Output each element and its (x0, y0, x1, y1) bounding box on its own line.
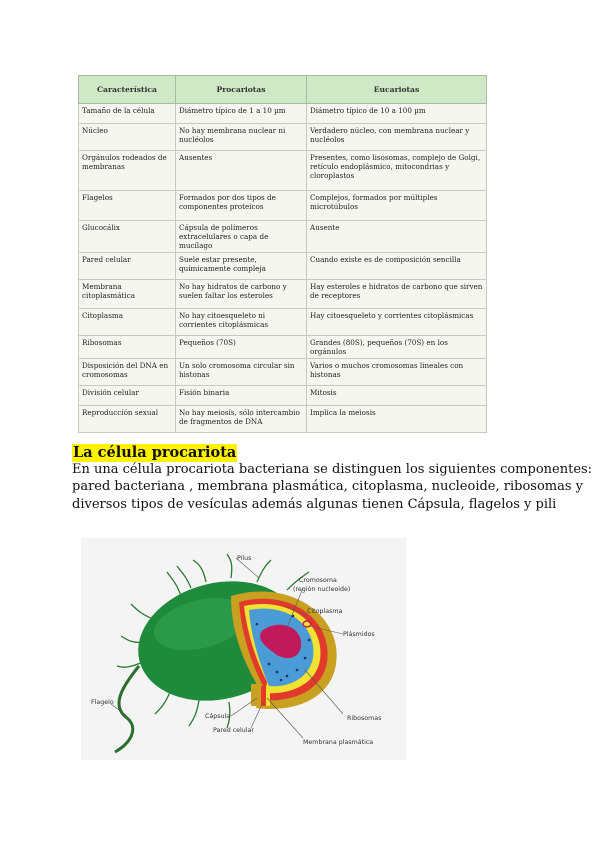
cell-prokaryote: Formados por dos tipos de componentes proteicos (176, 191, 307, 221)
flagellum-shape (115, 666, 139, 752)
cell-prokaryote: No hay hidratos de carbono y suelen faltar los esteroles (176, 280, 307, 309)
table-row (79, 406, 487, 433)
label-membrane: Membrana plasmática (303, 739, 374, 746)
table-row (79, 280, 487, 309)
header-feature: Característica (79, 76, 176, 104)
cell-eukaryote: Mitosis (307, 386, 487, 406)
label-chromosome: Cromosoma (299, 577, 337, 584)
cell-feature: Membrana citoplasmática (79, 280, 176, 309)
cell-feature: Reproducción sexual (79, 406, 176, 433)
cell-illustration (81, 538, 406, 760)
table-row (79, 191, 487, 221)
cell-eukaryote: Ausente (307, 221, 487, 253)
cell-eukaryote: Presentes, como lisosomas, complejo de Golgi, retículo endoplásmico, mitocondrias y cloroplastos (307, 151, 487, 191)
comparison-table-container (78, 75, 486, 426)
cell-prokaryote: Fisión binaria (176, 386, 307, 406)
table-header-row (79, 76, 487, 104)
cell-eukaryote: Implica la meiosis (307, 406, 487, 433)
table-row (79, 221, 487, 253)
table-row (79, 151, 487, 191)
section-paragraph (72, 461, 593, 513)
paragraph-line: diversos tipos de vesículas además algunas tienen Cápsula, flagelos y pili (72, 496, 557, 512)
paragraph-line: En una célula procariota bacteriana se distinguen los siguientes componentes: (72, 462, 593, 477)
table-row (79, 104, 487, 124)
cell-eukaryote: Hay citoesqueleto y corrientes citoplásmicas (307, 309, 487, 336)
cell-prokaryote: No hay meiosis, sólo intercambio de fragmentos de DNA (176, 406, 307, 433)
prokaryotic-cell-diagram (81, 538, 406, 760)
label-flagellum: Flagelo (91, 699, 114, 706)
cell-prokaryote: No hay membrana nuclear ni nucléolos (176, 124, 307, 151)
label-pilus: Pilus (237, 555, 252, 562)
table-row (79, 336, 487, 359)
cell-feature: Disposición del DNA en cromosomas (79, 359, 176, 386)
cell-eukaryote: Verdadero núcleo, con membrana nuclear y nucléolos (307, 124, 487, 151)
cell-feature: Ribosomas (79, 336, 176, 359)
cell-prokaryote: Un solo cromosoma circular sin histonas (176, 359, 307, 386)
cell-prokaryote: Diámetro típico de 1 a 10 µm (176, 104, 307, 124)
cell-eukaryote: Diámetro típico de 10 a 100 µm (307, 104, 487, 124)
cell-feature: Pared celular (79, 253, 176, 280)
label-chromosome-sub: (región nucleoide) (293, 586, 351, 593)
cell-feature: Núcleo (79, 124, 176, 151)
cell-eukaryote: Grandes (80S), pequeños (70S) en los orgánulos (307, 336, 487, 359)
cell-feature: Glucocálix (79, 221, 176, 253)
comparison-table (78, 75, 487, 433)
header-eukaryotes: Eucariotas (307, 76, 487, 104)
cell-eukaryote: Cuando existe es de composición sencilla (307, 253, 487, 280)
label-ribosomes: Ribosomas (347, 715, 382, 722)
header-prokaryotes: Procariotas (176, 76, 307, 104)
label-capsule: Cápsula (205, 713, 231, 720)
cell-feature: Citoplasma (79, 309, 176, 336)
table-row (79, 309, 487, 336)
label-cell-wall: Pared celular (213, 727, 254, 734)
table-row (79, 386, 487, 406)
cell-eukaryote: Complejos, formados por múltiples microtúbulos (307, 191, 487, 221)
section-title: La célula procariota (73, 444, 237, 461)
label-plasmids: Plásmidos (343, 631, 375, 638)
cell-eukaryote: Varios o muchos cromosomas lineales con histonas (307, 359, 487, 386)
label-cytoplasm: Citoplasma (307, 608, 343, 615)
cell-prokaryote: Cápsula de polímeros extracelulares o capa de mucílago (176, 221, 307, 253)
table-row (79, 253, 487, 280)
cell-feature: División celular (79, 386, 176, 406)
table-row (79, 359, 487, 386)
cell-eukaryote: Hay esteroles e hidratos de carbono que sirven de receptores (307, 280, 487, 309)
cell-feature: Flagelos (79, 191, 176, 221)
cell-prokaryote: Pequeños (70S) (176, 336, 307, 359)
cell-feature: Orgánulos rodeados de membranas (79, 151, 176, 191)
cell-prokaryote: Suele estar presente, químicamente compleja (176, 253, 307, 280)
paragraph-line: pared bacteriana , membrana plasmática, citoplasma, nucleoide, ribosomas y (72, 479, 584, 495)
table-row (79, 124, 487, 151)
cell-prokaryote: Ausentes (176, 151, 307, 191)
cell-feature: Tamaño de la célula (79, 104, 176, 124)
cell-prokaryote: No hay citoesqueleto ni corrientes citoplásmicas (176, 309, 307, 336)
